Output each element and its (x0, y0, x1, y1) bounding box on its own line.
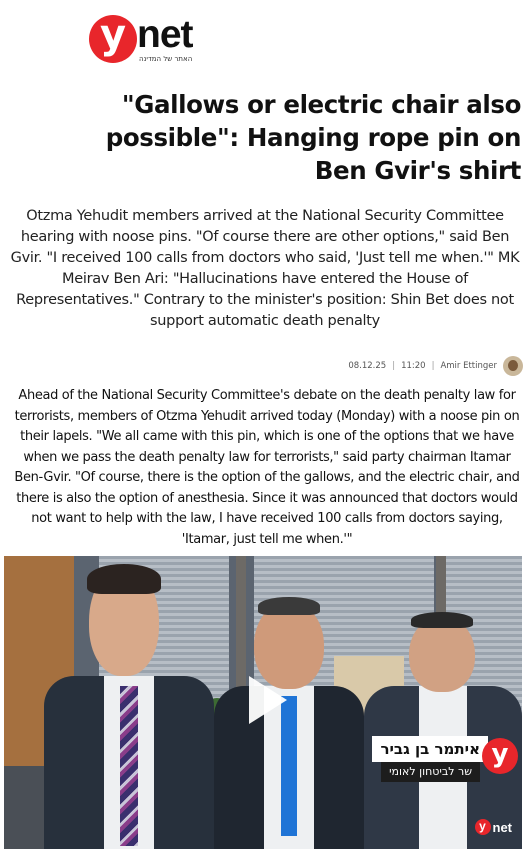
video-lower-third (334, 736, 518, 784)
author-name[interactable]: Amir Ettinger (440, 361, 497, 371)
logo-y-mark: y (89, 15, 137, 63)
byline-separator: | (392, 361, 396, 371)
watermark-text: net (492, 819, 512, 835)
lower-third-name: איתמר בן גביר (372, 736, 488, 762)
publish-date: 08.12.25 (348, 361, 387, 371)
watermark-y-icon: y (475, 819, 491, 835)
article-subtitle: Otzma Yehudit members arrived at the National Security Committee hearing with noose pins. "Of course there are other options," said Ben Gvir. "I received 100 calls from doctors who said, 'Just tell me when.'" MK Meirav Ben Ari: "Hallucinations have entered the House of Representatives." Contrary to the minister's position: Shin Bet does not support automatic death penalty (10, 208, 520, 329)
byline (348, 354, 523, 378)
video-person-left (44, 566, 214, 849)
publish-time: 11:20 (401, 361, 426, 371)
ynet-logo[interactable] (89, 12, 201, 67)
logo-wordmark: net (137, 13, 193, 56)
video-player[interactable] (4, 556, 522, 849)
play-icon[interactable] (249, 676, 287, 724)
article-headline: "Gallows or electric chair also possible": Hanging rope pin on Ben Gvir's shirt (105, 90, 521, 185)
author-avatar[interactable] (503, 356, 523, 376)
video-person-right (364, 616, 522, 849)
lower-third-role: שר לביטחון לאומי (381, 762, 480, 782)
video-watermark (475, 819, 513, 835)
logo-tagline: האתר של המדינה (139, 55, 193, 63)
byline-separator: | (431, 361, 435, 371)
article-body: Ahead of the National Security Committee's debate on the death penalty law for terrorists, members of Otzma Yehudit arrived today (Monday) with a noose pin on their lapels. "We all came with this pin, which is one of the options that we have when we pass the death penalty law for terrorists," said party chairman Itamar Ben-Gvir. "Of course, there is the option of the gallows, and the electric chair, and there is also the option of anesthesia. Since it was announced that doctors would not want to help with the law, I have received 100 calls from doctors saying, 'Itamar, just tell me when.'" (14, 388, 520, 547)
lower-third-logo-icon: y (482, 738, 518, 774)
video-person-middle (214, 601, 364, 849)
